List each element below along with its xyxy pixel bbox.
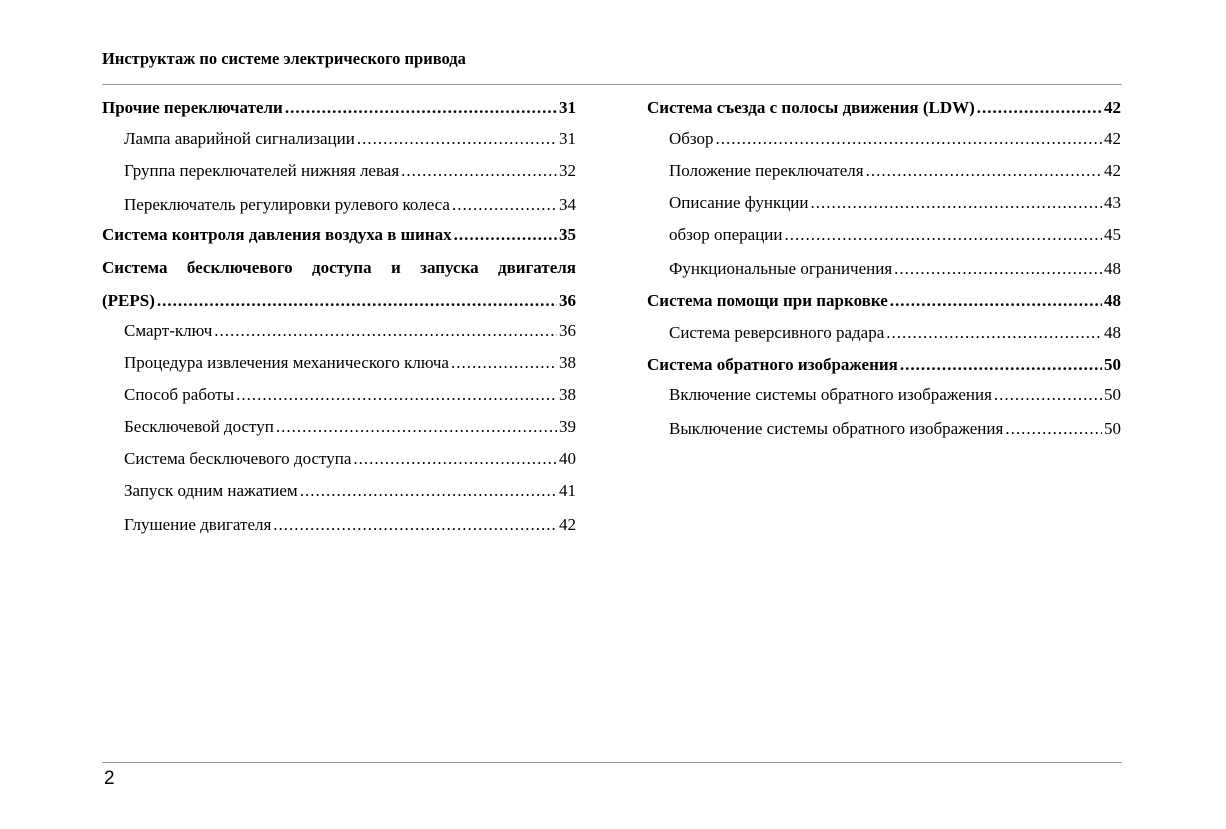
toc-entry-title: Переключатель регулировки рулевого колеса xyxy=(124,195,450,214)
dot-leader xyxy=(894,258,1102,280)
toc-entry-title: Запуск одним нажатием xyxy=(124,481,298,500)
toc-entry-title: Процедура извлечения механического ключа xyxy=(124,353,449,372)
footer-rule xyxy=(102,762,1122,763)
toc-entry-smart-key[interactable] xyxy=(102,320,576,342)
toc-entry-mechanical-key[interactable] xyxy=(102,352,576,374)
toc-entry-title: Группа переключателей нижняя левая xyxy=(124,161,400,180)
toc-entry-title: Система обратного изображения xyxy=(647,355,898,374)
page-header-title: Инструктаж по системе электрического привода xyxy=(102,49,466,68)
toc-entry-title: Система помощи при парковке xyxy=(647,291,888,310)
toc-entry-title-continuation: (PEPS) xyxy=(102,291,155,310)
toc-entry-page: 31 xyxy=(559,129,576,148)
dot-leader xyxy=(785,224,1103,246)
dot-leader xyxy=(300,480,557,502)
dot-leader xyxy=(157,290,557,312)
dot-leader xyxy=(353,448,557,470)
toc-entry-keyless-system[interactable] xyxy=(102,448,576,470)
toc-entry-function-description[interactable] xyxy=(647,192,1121,214)
toc-entry-title: обзор операции xyxy=(669,225,783,244)
toc-entry-peps[interactable] xyxy=(102,290,576,312)
toc-entry-page: 43 xyxy=(1104,193,1121,212)
toc-entry-page: 50 xyxy=(1104,385,1121,404)
dot-leader xyxy=(994,384,1102,406)
toc-entry-one-touch-start[interactable] xyxy=(102,480,576,502)
dot-leader xyxy=(811,192,1102,214)
toc-entry-title: Обзор xyxy=(669,129,714,148)
toc-entry-title: Смарт-ключ xyxy=(124,321,213,340)
dot-leader xyxy=(890,290,1102,312)
dot-leader xyxy=(273,514,557,536)
toc-entry-title: Система бесключевого доступа xyxy=(124,449,352,468)
toc-entry-ldw[interactable] xyxy=(647,97,1121,119)
dot-leader xyxy=(866,160,1102,182)
toc-entry-title: Бесключевой доступ xyxy=(124,417,274,436)
toc-entry-page: 41 xyxy=(559,481,576,500)
toc-entry-title: Лампа аварийной сигнализации xyxy=(124,129,355,148)
toc-entry-parking-assist[interactable] xyxy=(647,290,1121,312)
dot-leader xyxy=(285,97,557,119)
toc-entry-title: Функциональные ограничения xyxy=(669,259,893,278)
header-rule xyxy=(102,84,1122,85)
toc-entry-title: Прочие переключатели xyxy=(102,98,283,117)
toc-entry-page: 42 xyxy=(1104,129,1121,148)
toc-entry-page: 50 xyxy=(1104,419,1121,438)
toc-entry-page: 48 xyxy=(1104,323,1121,342)
toc-entry-operation-method[interactable] xyxy=(102,384,576,406)
toc-entry-overview[interactable] xyxy=(647,128,1121,150)
toc-entry-title: Система контроля давления воздуха в шинах xyxy=(102,225,452,244)
toc-entry-page: 39 xyxy=(559,417,576,436)
toc-entry-rear-view-system[interactable] xyxy=(647,354,1121,376)
toc-entry-title: Система реверсивного радара xyxy=(669,323,885,342)
toc-entry-page: 48 xyxy=(1104,291,1121,310)
toc-entry-page: 31 xyxy=(559,98,576,117)
page-number: 2 xyxy=(104,768,115,789)
toc-entry-steering-adjust-switch[interactable] xyxy=(102,194,576,216)
toc-entry-hazard-lamp[interactable] xyxy=(102,128,576,150)
dot-leader xyxy=(886,322,1102,344)
toc-entry-page: 38 xyxy=(559,385,576,404)
toc-entry-page: 32 xyxy=(559,161,576,180)
toc-entry-title: Система съезда с полосы движения (LDW) xyxy=(647,98,975,117)
toc-entry-title: Глушение двигателя xyxy=(124,515,272,534)
toc-entry-page: 42 xyxy=(559,515,576,534)
toc-entry-keyless-access[interactable] xyxy=(102,416,576,438)
toc-entry-reverse-radar[interactable] xyxy=(647,322,1121,344)
toc-entry-page: 34 xyxy=(559,195,576,214)
toc-entry-page: 48 xyxy=(1104,259,1121,278)
dot-leader xyxy=(1005,418,1102,440)
dot-leader xyxy=(236,384,557,406)
dot-leader xyxy=(452,194,557,216)
dot-leader xyxy=(900,354,1102,376)
toc-entry-lower-left-switches[interactable] xyxy=(102,160,576,182)
toc-entry-title: Положение переключателя xyxy=(669,161,864,180)
dot-leader xyxy=(716,128,1102,150)
toc-entry-rear-view-on[interactable] xyxy=(647,384,1121,406)
toc-entry-page: 40 xyxy=(559,449,576,468)
toc-entry-page: 38 xyxy=(559,353,576,372)
toc-entry-other-switches[interactable] xyxy=(102,97,576,119)
dot-leader xyxy=(977,97,1102,119)
dot-leader xyxy=(451,352,557,374)
toc-entry-title: Выключение системы обратного изображения xyxy=(669,419,1004,438)
toc-entry-page: 36 xyxy=(559,321,576,340)
toc-entry-peps-title-line[interactable]: Система бесключевого доступа и запуска двигателя xyxy=(102,258,576,277)
toc-entry-page: 35 xyxy=(559,225,576,244)
toc-entry-page: 50 xyxy=(1104,355,1121,374)
toc-entry-rear-view-off[interactable] xyxy=(647,418,1121,440)
toc-entry-title: Описание функции xyxy=(669,193,809,212)
toc-entry-switch-position[interactable] xyxy=(647,160,1121,182)
toc-entry-tire-pressure[interactable] xyxy=(102,224,576,246)
dot-leader xyxy=(454,224,557,246)
toc-entry-page: 36 xyxy=(559,291,576,310)
toc-entry-page: 42 xyxy=(1104,98,1121,117)
toc-entry-title: Включение системы обратного изображения xyxy=(669,385,992,404)
toc-entry-function-limits[interactable] xyxy=(647,258,1121,280)
dot-leader xyxy=(276,416,557,438)
dot-leader xyxy=(214,320,557,342)
toc-entry-engine-stop[interactable] xyxy=(102,514,576,536)
dot-leader xyxy=(401,160,557,182)
toc-entry-title: Способ работы xyxy=(124,385,235,404)
dot-leader xyxy=(357,128,557,150)
toc-entry-page: 42 xyxy=(1104,161,1121,180)
toc-entry-operation-overview[interactable] xyxy=(647,224,1121,246)
toc-entry-page: 45 xyxy=(1104,225,1121,244)
